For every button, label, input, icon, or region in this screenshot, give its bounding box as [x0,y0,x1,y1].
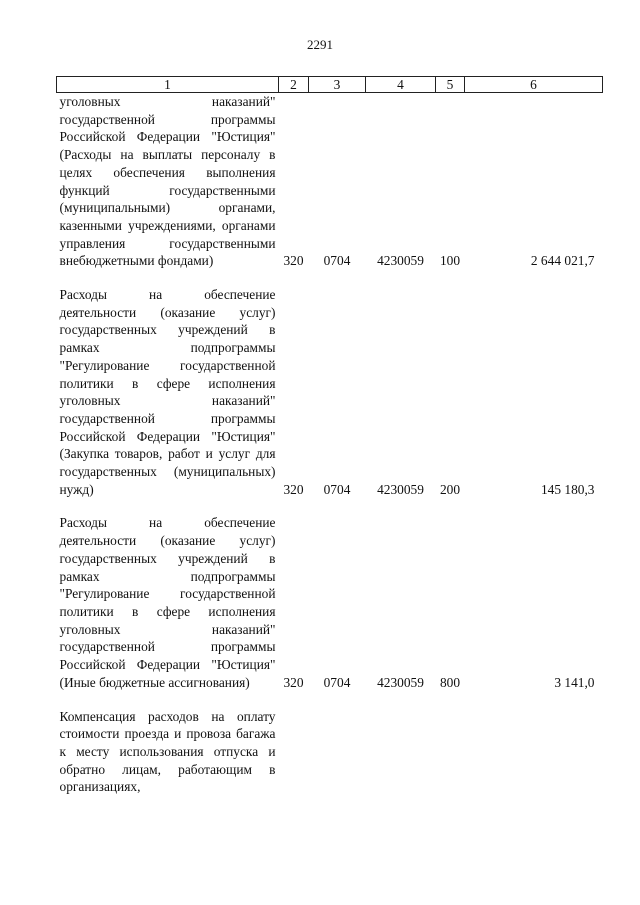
column-header-2: 2 [279,77,309,93]
row-target-code [366,692,436,797]
row-target-code: 4230059 [377,253,424,269]
row-section-code: 0704 [323,253,351,269]
row-expense-type: 200 [439,481,461,497]
table-row [57,692,603,797]
column-header-6: 6 [465,77,603,93]
row-amount [465,692,603,797]
row-ministry-code: 320 [283,674,304,690]
row-amount: 145 180,3 [540,481,595,497]
row-target-code: 4230059 [377,481,424,497]
row-amount: 2 644 021,7 [530,253,595,269]
table-header-row [57,77,603,93]
row-description: Компенсация расходов на оплату стоимости проезда и провоза багажа к месту использования отпуска и обратно лицам, работающим в организациях, [59,708,276,795]
row-ministry-code: 320 [283,481,304,497]
page-number: 2291 [307,37,333,52]
table-row [57,498,603,691]
row-description: уголовных наказаний" государственной программы Российской Федерации "Юстиция" (Расходы на выплаты персоналу в целях обеспечения выполнения функций государственными (муниципальными) органами, казенными учреждениями, органами управления государственными внебюджетными фондами) [59,94,276,269]
table-row [57,93,603,271]
row-description: Расходы на обеспечение деятельности (оказание услуг) государственных учреждений в рамках подпрограммы "Регулирование государственной политики в сфере исполнения уголовных наказаний" государственной программы Российской Федерации "Юстиция" (Закупка товаров, работ и услуг для государственных (муниципальных) нужд) [59,287,276,497]
row-expense-type: 100 [439,253,461,269]
row-ministry-code [279,692,309,797]
row-section-code: 0704 [323,674,351,690]
row-expense-type: 800 [439,674,461,690]
column-header-1: 1 [57,77,279,93]
row-expense-type [436,692,465,797]
column-header-3: 3 [309,77,366,93]
row-section-code [309,692,366,797]
row-section-code: 0704 [323,481,351,497]
row-ministry-code: 320 [283,253,304,269]
row-amount: 3 141,0 [554,674,595,690]
row-description: Расходы на обеспечение деятельности (оказание услуг) государственных учреждений в рамках подпрограммы "Регулирование государственной политики в сфере исполнения уголовных наказаний" государственной программы Российской Федерации "Юстиция" (Иные бюджетные ассигнования) [59,515,276,690]
row-target-code: 4230059 [377,674,424,690]
column-header-4: 4 [366,77,436,93]
table-row [57,270,603,498]
column-header-5: 5 [436,77,465,93]
budget-table [56,76,603,796]
